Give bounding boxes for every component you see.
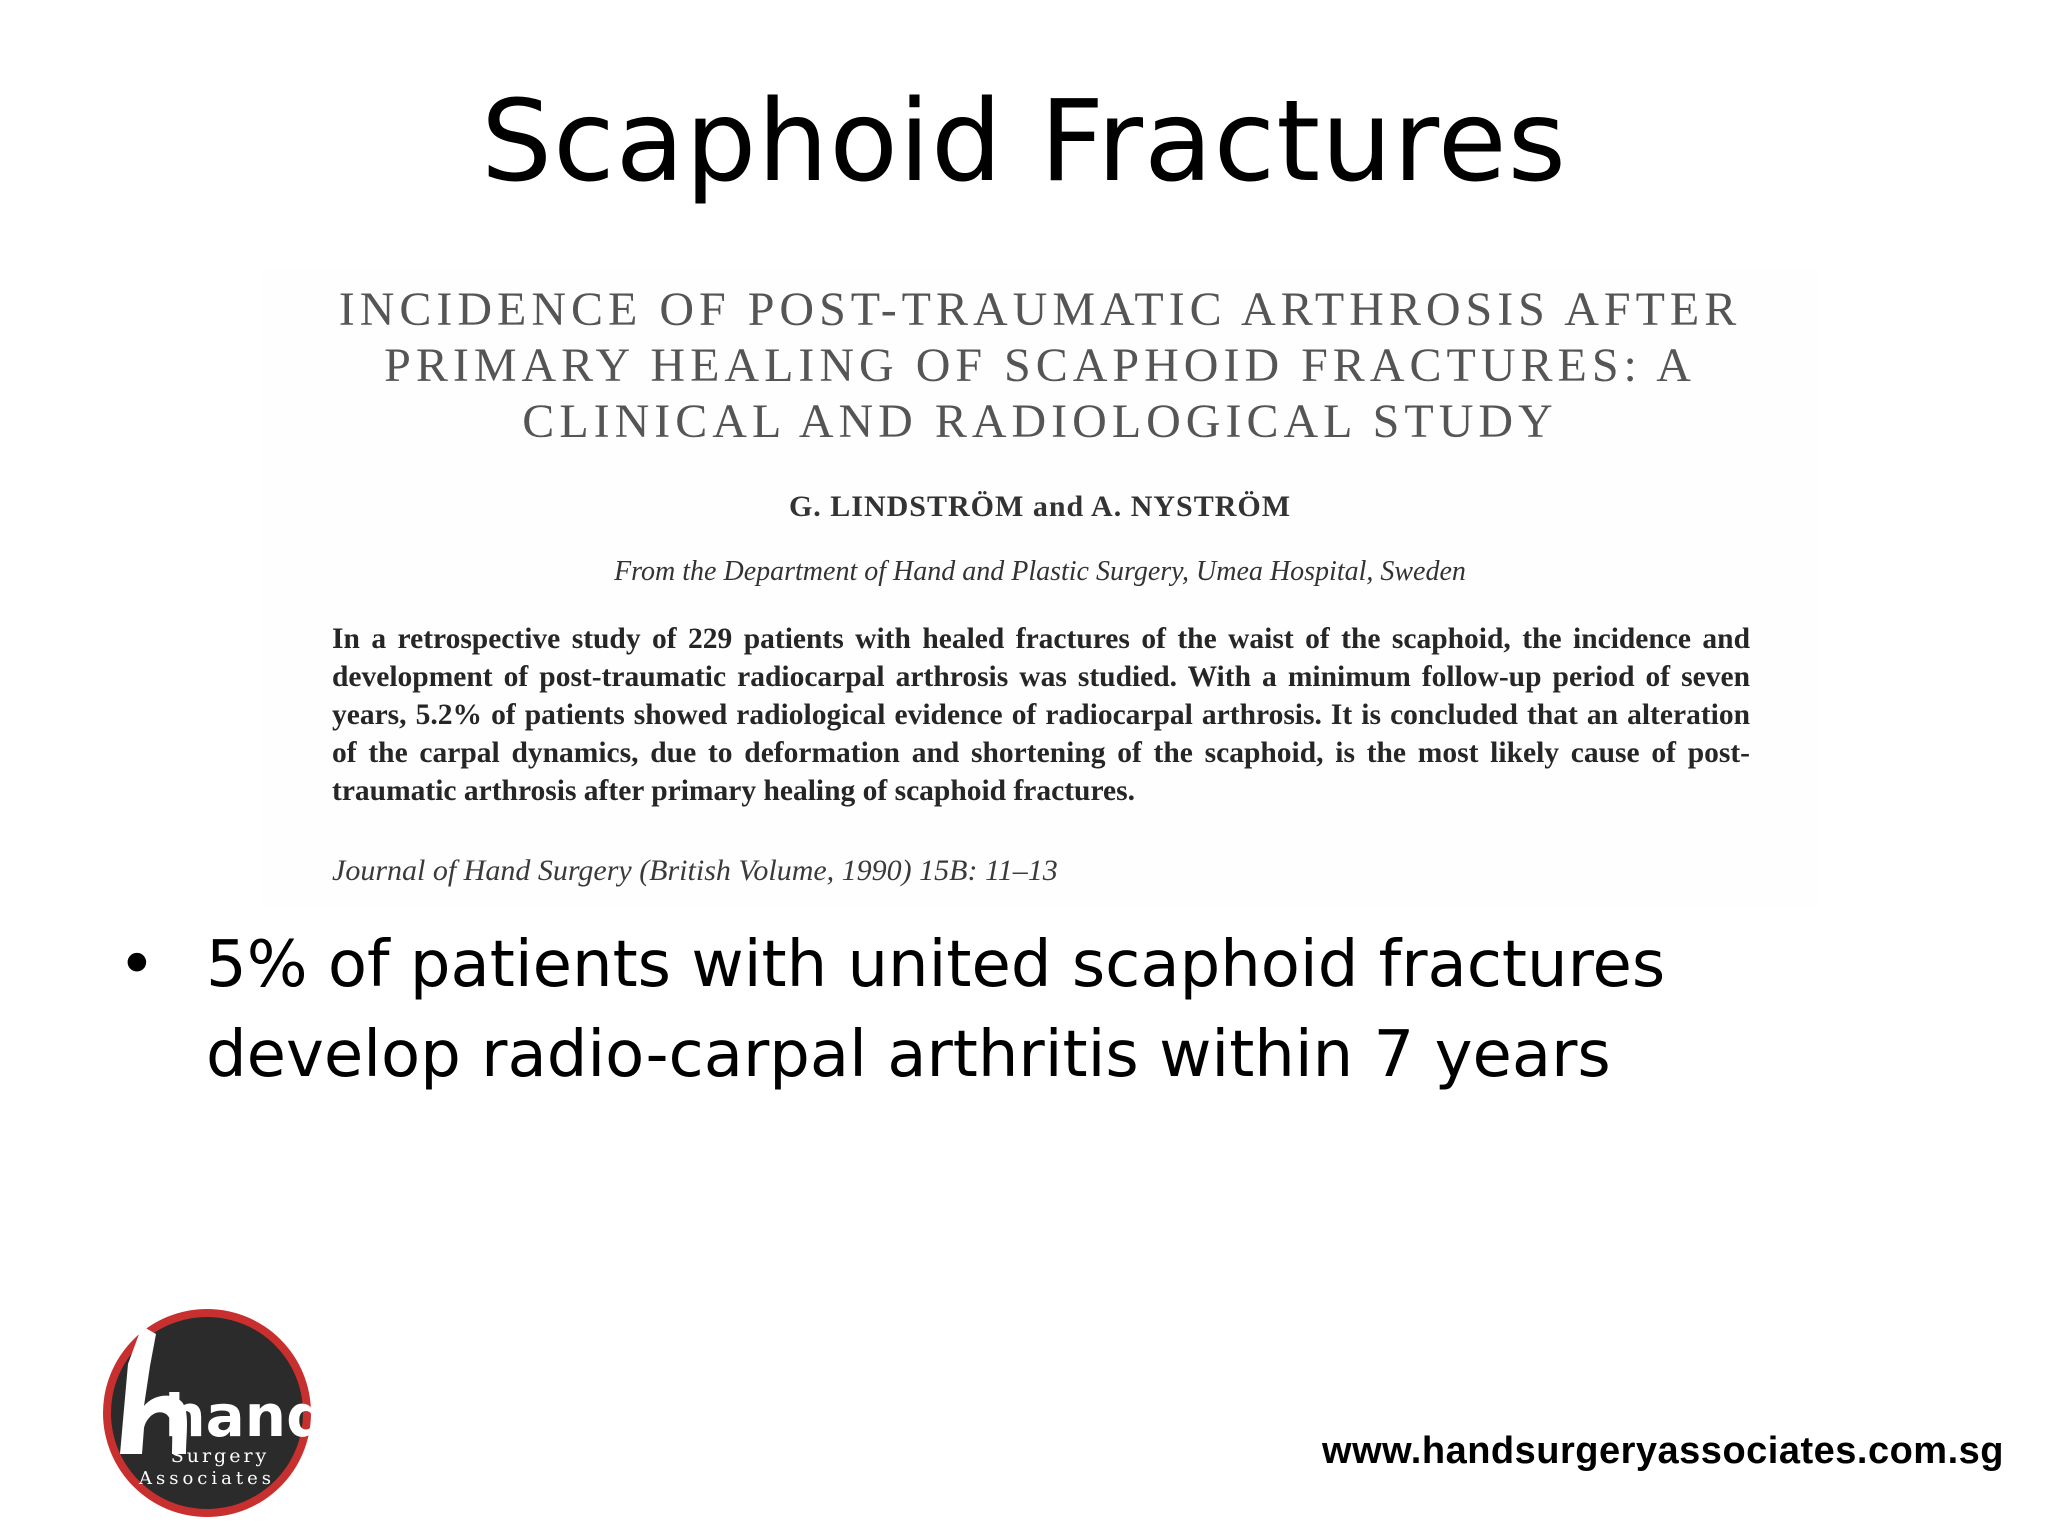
logo-badge-icon <box>98 1304 316 1522</box>
paper-title-line: PRIMARY HEALING OF SCAPHOID FRACTURES: A <box>384 339 1696 392</box>
paper-title <box>260 282 1820 450</box>
paper-affiliation: From the Department of Hand and Plastic Surgery, Umea Hospital, Sweden <box>614 556 1466 587</box>
logo-line1: Surgery <box>170 1445 270 1467</box>
bullet-list <box>118 920 1818 1100</box>
bullet-text: 5% of patients with united scaphoid fractures develop radio-carpal arthritis within 7 years <box>206 928 1666 1092</box>
paper-title-line: CLINICAL AND RADIOLOGICAL STUDY <box>522 395 1558 448</box>
bullet-marker: • <box>118 928 156 1002</box>
bullet-item <box>118 920 1818 1100</box>
slide-title: Scaphoid Fractures <box>481 77 1567 207</box>
logo-word: hand <box>164 1382 316 1450</box>
paper-title-line: INCIDENCE OF POST-TRAUMATIC ARTHROSIS AFTER <box>338 283 1742 336</box>
paper-excerpt-image <box>260 268 1820 908</box>
hand-surgery-associates-logo <box>98 1304 316 1522</box>
paper-authors: G. LINDSTRÖM and A. NYSTRÖM <box>788 490 1292 523</box>
paper-abstract: In a retrospective study of 229 patients with healed fractures of the waist of the scaphoid, the incidence and development of post-traumatic radiocarpal arthrosis was studied. With a minimum follow-up period of seven years, 5.2% of patients showed radiological evidence of radiocarpal arthrosis. It is concluded that an alteration of the carpal dynamics, due to deformation and shortening of the scaphoid, is the most likely cause of post-traumatic arthrosis after primary healing of scaphoid fractures. <box>332 623 1750 807</box>
logo-line2: Associates <box>138 1468 276 1489</box>
website-link[interactable]: www.handsurgeryassociates.com.sg <box>1322 1430 2004 1472</box>
paper-citation: Journal of Hand Surgery (British Volume, 1990) 15B: 11–13 <box>332 854 1058 887</box>
